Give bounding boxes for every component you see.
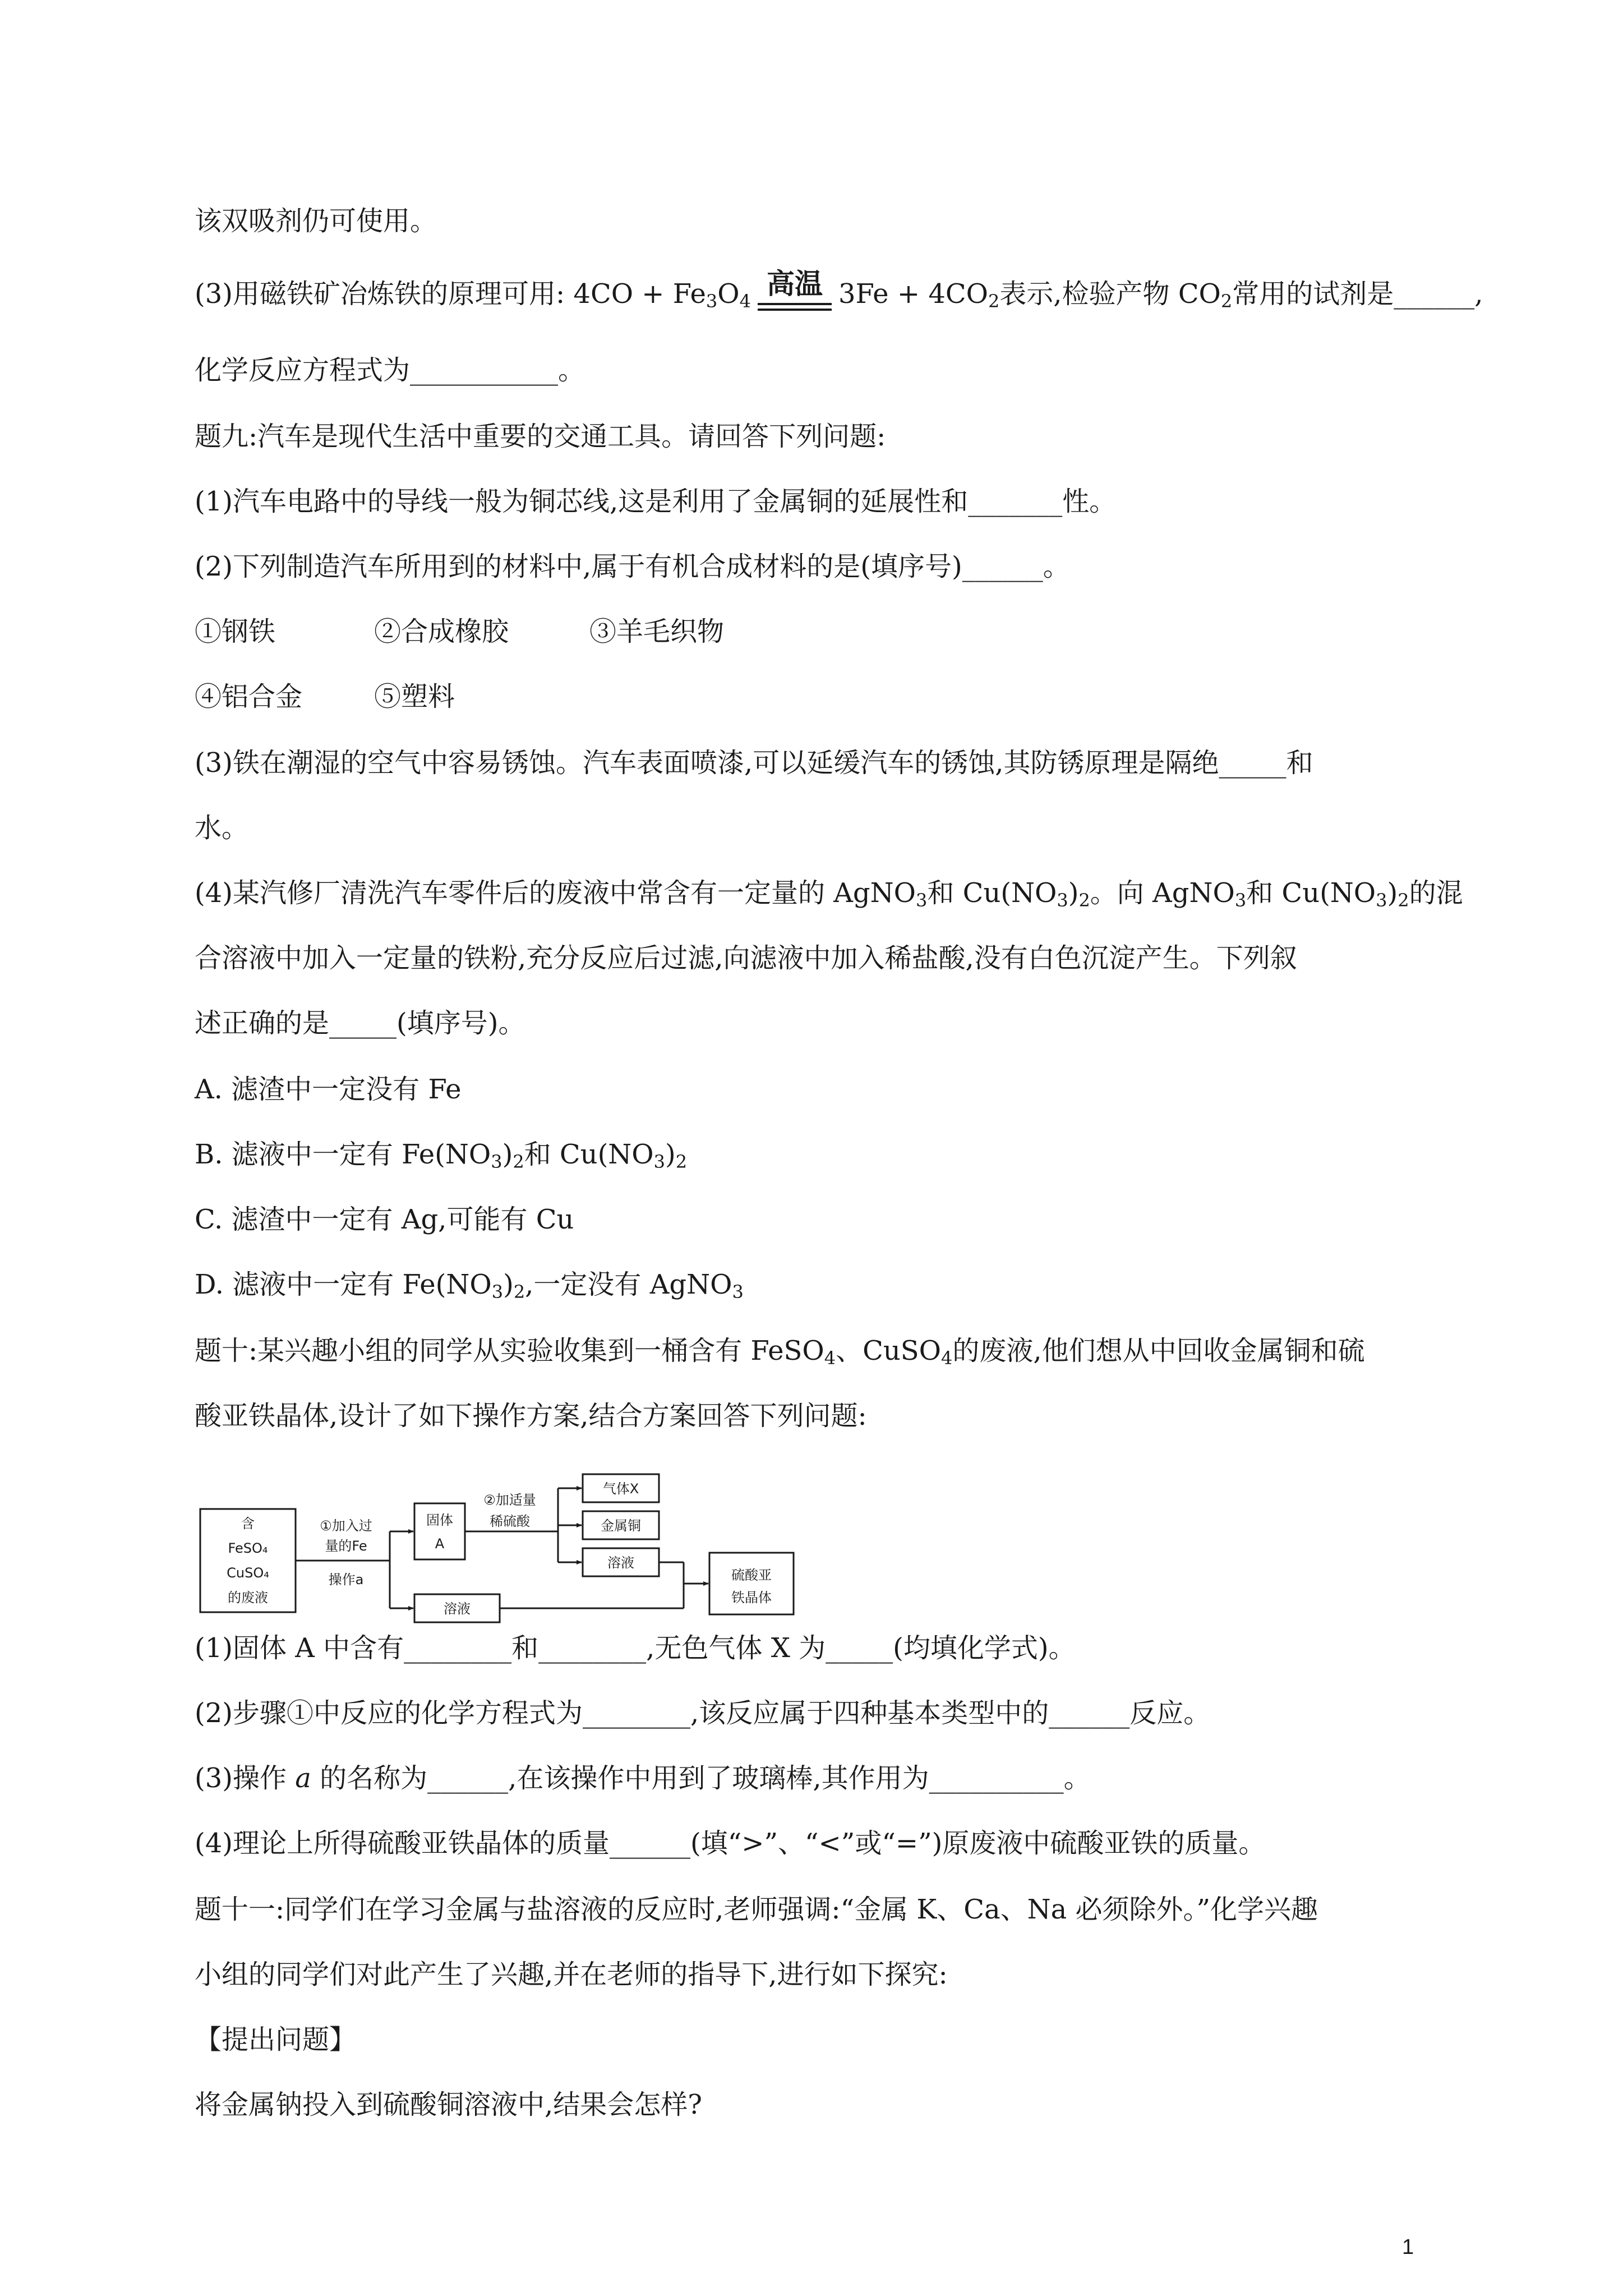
option-3: ③羊毛织物 <box>589 616 725 647</box>
text-line: (1)汽车电路中的导线一般为铜芯线,这是利用了金属铜的延展性和_______性。 <box>195 486 1117 517</box>
reaction-condition: 高温 <box>755 277 834 311</box>
text-line: 合溶液中加入一定量的铁粉,充分反应后过滤,向滤液中加入稀盐酸,没有白色沉淀产生。下列叙 <box>195 942 1297 974</box>
solution-label-2: 溶液 <box>444 1601 471 1617</box>
text-line: 述正确的是_____(填序号)。 <box>195 1007 525 1039</box>
text-line: 化学反应方程式为___________。 <box>195 355 585 386</box>
page-number: 1 <box>1402 2235 1414 2259</box>
text-line: 酸亚铁晶体,设计了如下操作方案,结合方案回答下列问题: <box>195 1400 867 1432</box>
crystal-label-line-2: 铁晶体 <box>731 1590 772 1605</box>
start-box-line-4: 的废液 <box>228 1590 268 1605</box>
text-line: (4)某汽修厂清洗汽车零件后的废液中常含有一定量的 AgNO$_3$和 $Cu(NO_3)_2$。向 AgNO$_3$和 $Cu(NO_3)_2$的混 <box>195 877 1463 911</box>
solution-label-1: 溶液 <box>607 1555 634 1571</box>
text-line: 将金属钠投入到硫酸铜溶液中,结果会怎样? <box>195 2089 702 2120</box>
step-2-label-line-2: 稀硫酸 <box>490 1513 530 1529</box>
question-9-heading: 题九:汽车是现代生活中重要的交通工具。请回答下列问题: <box>195 421 886 452</box>
text-line: (3)铁在潮湿的空气中容易锈蚀。汽车表面喷漆,可以延缓汽车的锈蚀,其防锈原理是隔绝_____和 <box>195 747 1313 779</box>
text-line: (1)固体 A 中含有________和________,无色气体 X 为_____(均填化学式)。 <box>195 1632 1076 1664</box>
choice-d: D. 滤液中一定有 $Fe(NO_3)_2$,一定没有 AgNO$_3$ <box>195 1269 744 1303</box>
start-box-line-2: FeSO₄ <box>228 1540 268 1556</box>
operation-a-label: 操作a <box>328 1572 364 1588</box>
question-8-part-3: (3)用磁铁矿冶炼铁的原理可用: $4CO + Fe_3O_4$ 高温 $3Fe + 4CO_2$表示,检验产物 $CO_2$常用的试剂是______, <box>195 268 1483 312</box>
text-line: 水。 <box>195 812 249 844</box>
solid-a-label-line-2: A <box>435 1536 445 1552</box>
flow-diagram <box>195 1470 834 1638</box>
text-line: 该双吸剂仍可使用。 <box>195 205 437 237</box>
question-10-heading: 题十:某兴趣小组的同学从实验收集到一桶含有 FeSO$_4$、CuSO$_4$的废液,他们想从中回收金属铜和硫 <box>195 1335 1365 1369</box>
option-5: ⑤塑料 <box>374 681 455 712</box>
text-line: 小组的同学们对此产生了兴趣,并在老师的指导下,进行如下探究: <box>195 1959 948 1990</box>
solid-a-label-line-1: 固体 <box>426 1512 453 1528</box>
copper-label: 金属铜 <box>601 1518 641 1534</box>
crystal-label-line-1: 硫酸亚 <box>731 1567 772 1583</box>
choice-c: C. 滤渣中一定有 Ag,可能有 Cu <box>195 1204 574 1235</box>
gas-x-label: 气体X <box>602 1481 639 1497</box>
section-heading: 【提出问题】 <box>195 2024 357 2055</box>
step-2-label-line-1: ②加适量 <box>483 1492 536 1508</box>
option-4: ④铝合金 <box>195 681 303 712</box>
step-1-label-line-2: 量的Fe <box>325 1538 367 1554</box>
option-2: ②合成橡胶 <box>374 616 509 647</box>
options-row-1 <box>195 615 724 648</box>
option-1: ①钢铁 <box>195 616 276 647</box>
question-11-heading: 题十一:同学们在学习金属与盐溶液的反应时,老师强调:“金属 K、Ca、Na 必须除外。”化学兴趣 <box>195 1894 1318 1925</box>
step-1-label-line-1: ①加入过 <box>320 1518 372 1534</box>
text-line: (2)下列制造汽车所用到的材料中,属于有机合成材料的是(填序号)______。 <box>195 551 1070 582</box>
choice-b: B. 滤液中一定有 $Fe(NO_3)_2$和 $Cu(NO_3)_2$ <box>195 1139 688 1172</box>
start-box-line-1: 含 <box>241 1516 255 1531</box>
text-line: (2)步骤①中反应的化学方程式为________,该反应属于四种基本类型中的______反应。 <box>195 1697 1211 1729</box>
choice-a: A. 滤渣中一定没有 Fe <box>195 1074 462 1105</box>
options-row-2 <box>195 680 455 714</box>
text-line: (4)理论上所得硫酸亚铁晶体的质量______(填“>”、“<”或“=”)原废液中硫酸亚铁的质量。 <box>195 1828 1266 1859</box>
text-line: (3)操作 a 的名称为______,在该操作中用到了玻璃棒,其作用为__________。 <box>195 1763 1091 1794</box>
start-box-line-3: CuSO₄ <box>227 1565 269 1581</box>
